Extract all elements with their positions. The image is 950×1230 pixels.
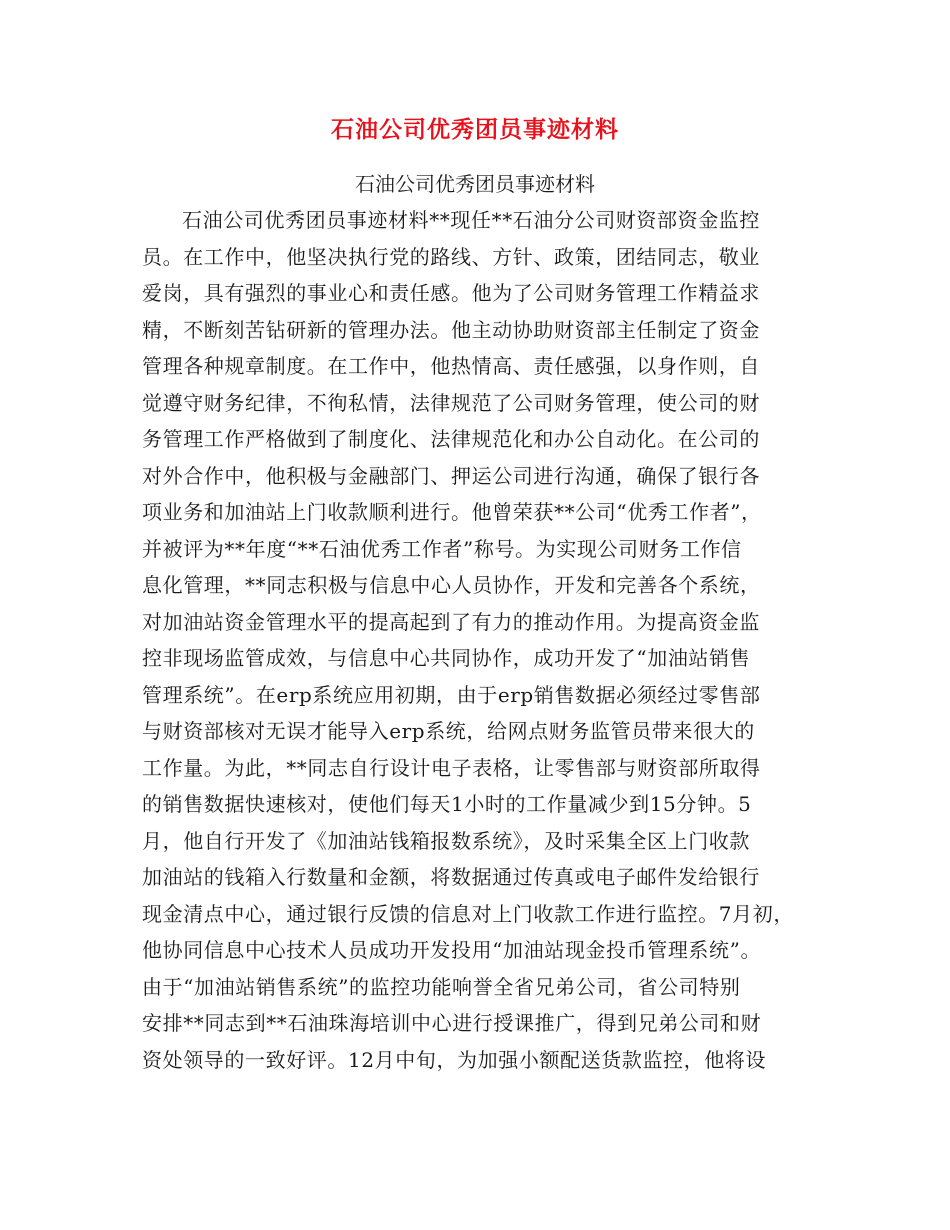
text-line: 资处领导的一致好评。12月中旬，为加强小额配送货款监控，他将设 bbox=[142, 1047, 767, 1072]
body-paragraph bbox=[142, 202, 832, 1078]
text-line: 月，他自行开发了《加油站钱箱报数系统》，及时采集全区上门收款 bbox=[142, 828, 750, 853]
text-line: 的销售数据快速核对，使他们每天1小时的工作量减少到15分钟。5 bbox=[142, 792, 752, 816]
text-line: 安排**同志到**石油珠海培训中心进行授课推广，得到兄弟公司和财 bbox=[142, 1011, 762, 1035]
text-line: 他协同信息中心技术人员成功开发投用“加油站现金投币管理系统”。 bbox=[142, 938, 762, 962]
text-line: 管理系统”。在erp系统应用初期，由于erp销售数据必须经过零售部 bbox=[142, 682, 761, 707]
text-line: 由于“加油站销售系统”的监控功能响誉全省兄弟公司，省公司特别 bbox=[142, 974, 741, 999]
text-line: 加油站的钱箱入行数量和金额，将数据通过传真或电子邮件发给银行 bbox=[142, 865, 760, 889]
text-line: 石油公司优秀团员事迹材料**现任**石油分公司财资部资金监控 bbox=[182, 208, 760, 232]
text-line: 现金清点中心，通过银行反馈的信息对上门收款工作进行监控。7月初， bbox=[142, 901, 794, 926]
text-line: 管理各种规章制度。在工作中，他热情高、责任感强，以身作则，自 bbox=[142, 354, 760, 378]
text-line: 项业务和加油站上门收款顺利进行。他曾荣获**公司“优秀工作者”， bbox=[142, 500, 762, 524]
text-line: 员。在工作中，他坚决执行党的路线、方针、政策，团结同志，敬业 bbox=[142, 244, 760, 269]
text-line: 爱岗，具有强烈的事业心和责任感。他为了公司财务管理工作精益求 bbox=[142, 281, 760, 305]
text-line: 并被评为**年度“**石油优秀工作者”称号。为实现公司财务工作信 bbox=[142, 536, 742, 561]
document-title: 石油公司优秀团员事迹材料 bbox=[331, 116, 619, 143]
text-line: 对加油站资金管理水平的提高起到了有力的推动作用。为提高资金监 bbox=[142, 609, 760, 634]
text-line: 控非现场监管成效，与信息中心共同协作，成功开发了“加油站销售 bbox=[142, 646, 751, 670]
text-line: 觉遵守财务纪律，不徇私情，法律规范了公司财务管理，使公司的财 bbox=[142, 390, 760, 415]
text-line: 对外合作中，他积极与金融部门、押运公司进行沟通，确保了银行各 bbox=[142, 463, 760, 488]
document-subtitle: 石油公司优秀团员事迹材料 bbox=[355, 172, 595, 196]
text-line: 精，不断刻苦钻研新的管理办法。他主动协助财资部主任制定了资金 bbox=[142, 317, 760, 342]
text-line: 与财资部核对无误才能导入erp系统，给网点财务监管员带来很大的 bbox=[142, 719, 755, 743]
text-line: 工作量。为此，**同志自行设计电子表格，让零售部与财资部所取得 bbox=[142, 755, 761, 780]
text-line: 务管理工作严格做到了制度化、法律规范化和办公自动化。在公司的 bbox=[142, 427, 760, 451]
text-line: 息化管理，**同志积极与信息中心人员协作，开发和完善各个系统， bbox=[142, 573, 761, 597]
